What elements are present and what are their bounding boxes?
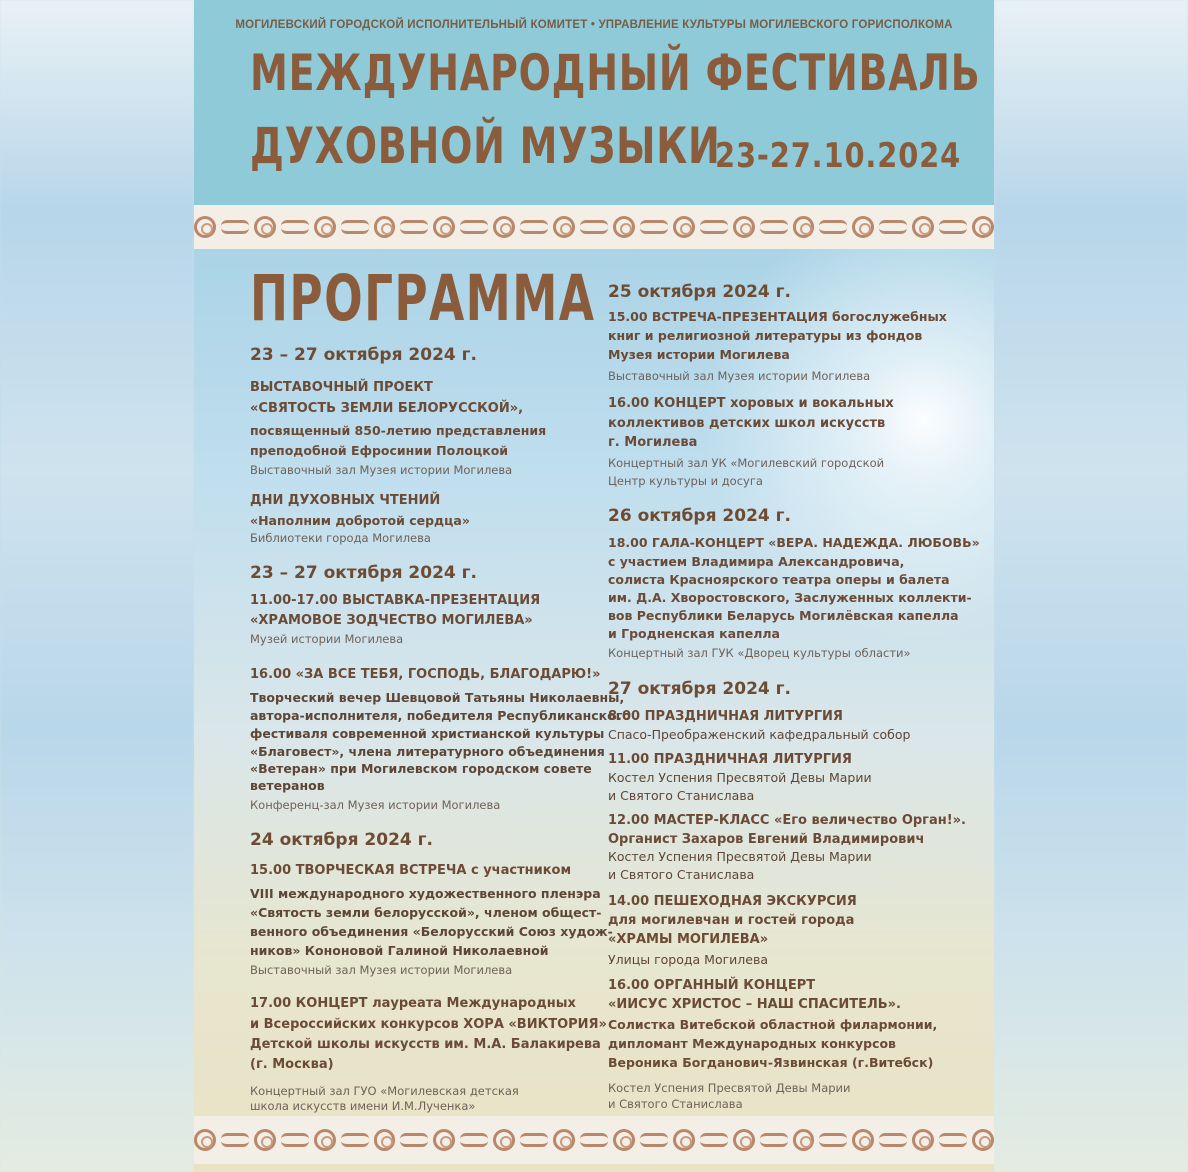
ornament-circle-icon xyxy=(613,216,635,238)
ornament-circle-icon xyxy=(673,216,695,238)
left-event-5-line-3: «Святость земли белорусской», членом общест- xyxy=(250,905,602,920)
ornament-circle-icon xyxy=(194,1129,216,1151)
ornament-knot-icon xyxy=(281,220,309,234)
left-event-3-line-2: «ХРАМОВОЕ ЗОДЧЕСТВО МОГИЛЕВА» xyxy=(250,613,533,628)
left-event-5-line-4: венного объединения «Белорусский Союз худож- xyxy=(250,924,613,939)
organizers-line: МОГИЛЕВСКИЙ ГОРОДСКОЙ ИСПОЛНИТЕЛЬНЫЙ КОМИТЕТ • УПРАВЛЕНИЕ КУЛЬТУРЫ МОГИЛЕВСКОГО ГОРИСПОЛКОМА xyxy=(235,19,953,31)
program-heading: ПРОГРАММА xyxy=(250,262,596,335)
ornament-circle-icon xyxy=(314,216,336,238)
left-event-4-line-1: Творческий вечер Шевцовой Татьяны Николаевны, xyxy=(250,690,625,705)
left-event-4-line-3: фестиваля современной христианской культуры xyxy=(250,726,605,741)
left-event-5-line-1: 15.00 ТВОРЧЕСКАЯ ВСТРЕЧА с участником xyxy=(250,863,572,878)
ornament-knot-icon xyxy=(520,1133,548,1147)
ornament-knot-icon xyxy=(819,1133,847,1147)
right-event-5-venue-2: и Святого Станислава xyxy=(608,788,755,803)
right-event-2-line-1: 16.00 КОНЦЕРТ хоровых и вокальных xyxy=(608,396,894,411)
ornament-knot-icon xyxy=(700,220,728,234)
right-event-8-line-2: «ИИСУС ХРИСТОС – НАШ СПАСИТЕЛЬ». xyxy=(608,997,901,1012)
right-event-5-venue-1: Костел Успения Пресвятой Девы Марии xyxy=(608,770,872,785)
right-event-5-title: 11.00 ПРАЗДНИЧНАЯ ЛИТУРГИЯ xyxy=(608,752,852,767)
ornament-knot-icon xyxy=(221,220,249,234)
poster-header xyxy=(194,0,994,205)
festival-dates: 23-27.10.2024 xyxy=(715,136,962,176)
ornament-knot-icon xyxy=(341,1133,369,1147)
right-event-7-line-1: 14.00 ПЕШЕХОДНАЯ ЭКСКУРСИЯ xyxy=(608,894,857,909)
ornament-circle-icon xyxy=(553,1129,575,1151)
left-date-2: 23 – 27 октября 2024 г. xyxy=(250,563,478,583)
right-event-1-line-1: 15.00 ВСТРЕЧА-ПРЕЗЕНТАЦИЯ богослужебных xyxy=(608,309,947,324)
right-event-7-line-2: для могилевчан и гостей города xyxy=(608,913,855,928)
right-date-1: 25 октября 2024 г. xyxy=(608,282,792,302)
right-event-7-venue: Улицы города Могилева xyxy=(608,952,768,967)
right-event-3-line-1: 18.00 ГАЛА-КОНЦЕРТ «ВЕРА. НАДЕЖДА. ЛЮБОВЬ» xyxy=(608,535,980,550)
left-event-1-venue: Выставочный зал Музея истории Могилева xyxy=(250,463,513,477)
ornament-knot-icon xyxy=(819,220,847,234)
ornament-knot-icon xyxy=(520,220,548,234)
left-event-6-venue-2: школа искусств имени И.М.Лученка» xyxy=(250,1099,476,1113)
ornament-knot-icon xyxy=(221,1133,249,1147)
left-event-5-line-2: VIII международного художественного пленэра xyxy=(250,886,601,901)
ornament-circle-icon xyxy=(912,1129,934,1151)
right-event-3-line-3: солиста Красноярского театра оперы и балета xyxy=(608,572,950,587)
right-event-8-line-5: Вероника Богданович-Язвинская (г.Витебск) xyxy=(608,1055,934,1070)
right-event-1-venue: Выставочный зал Музея истории Могилева xyxy=(608,369,871,383)
ornament-knot-icon xyxy=(400,220,428,234)
right-event-2-venue-1: Концертный зал УК «Могилевский городской xyxy=(608,456,885,470)
ornament-circle-icon xyxy=(254,1129,276,1151)
right-event-6-venue-1: Костел Успения Пресвятой Девы Марии xyxy=(608,849,872,864)
right-event-1-line-2: книг и религиозной литературы из фондов xyxy=(608,328,923,343)
right-event-7-line-3: «ХРАМЫ МОГИЛЕВА» xyxy=(608,932,769,947)
left-event-2-title: ДНИ ДУХОВНЫХ ЧТЕНИЙ xyxy=(250,493,441,508)
ornament-knot-icon xyxy=(400,1133,428,1147)
left-event-4-line-5: «Ветеран» при Могилевском городском совете xyxy=(250,761,592,776)
festival-poster xyxy=(194,0,994,1172)
right-event-1-line-3: Музея истории Могилева xyxy=(608,347,790,362)
ornament-circle-icon xyxy=(194,216,216,238)
ornament-circle-icon xyxy=(793,216,815,238)
left-event-4-title: 16.00 «ЗА ВСЕ ТЕБЯ, ГОСПОДЬ, БЛАГОДАРЮ!» xyxy=(250,667,601,682)
ornament-circle-icon xyxy=(793,1129,815,1151)
ornament-knot-icon xyxy=(760,220,788,234)
ornament-circle-icon xyxy=(433,1129,455,1151)
right-event-3-venue: Концертный зал ГУК «Дворец культуры области» xyxy=(608,646,911,660)
ornament-border-bottom xyxy=(194,1116,994,1164)
ornament-circle-icon xyxy=(972,1129,994,1151)
right-event-2-line-3: г. Могилева xyxy=(608,435,698,450)
ornament-knot-icon xyxy=(939,220,967,234)
ornament-knot-icon xyxy=(460,220,488,234)
left-event-4-line-4: «Благовест», члена литературного объединения xyxy=(250,744,605,759)
left-event-1-line-2: посвященный 850-летию представления xyxy=(250,423,547,438)
right-event-4-venue: Спасо-Преображенский кафедральный собор xyxy=(608,727,911,742)
ornament-circle-icon xyxy=(613,1129,635,1151)
right-event-2-venue-2: Центр культуры и досуга xyxy=(608,474,763,488)
left-event-2-venue: Библиотеки города Могилева xyxy=(250,531,431,545)
left-event-6-line-2: и Всероссийских конкурсов ХОРА «ВИКТОРИЯ» xyxy=(250,1017,607,1032)
right-date-3: 27 октября 2024 г. xyxy=(608,679,792,699)
ornament-circle-icon xyxy=(374,1129,396,1151)
title-line-1: МЕЖДУНАРОДНЫЙ ФЕСТИВАЛЬ xyxy=(250,44,981,102)
left-event-6-line-4: (г. Москва) xyxy=(250,1057,334,1072)
ornament-knot-icon xyxy=(879,1133,907,1147)
ornament-knot-icon xyxy=(700,1133,728,1147)
ornament-knot-icon xyxy=(939,1133,967,1147)
ornament-circle-icon xyxy=(912,216,934,238)
right-event-3-line-2: с участием Владимира Александровича, xyxy=(608,554,905,569)
right-event-2-line-2: коллективов детских школ искусств xyxy=(608,416,886,431)
ornament-knot-icon xyxy=(460,1133,488,1147)
ornament-knot-icon xyxy=(640,220,668,234)
left-event-5-line-5: ников» Кононовой Галиной Николаевной xyxy=(250,943,549,958)
left-event-4-venue: Конференц-зал Музея истории Могилева xyxy=(250,798,501,812)
right-event-3-line-6: и Гродненская капелла xyxy=(608,626,780,641)
ornament-knot-icon xyxy=(879,220,907,234)
ornament-knot-icon xyxy=(640,1133,668,1147)
ornament-knot-icon xyxy=(281,1133,309,1147)
right-event-4-title: 8.00 ПРАЗДНИЧНАЯ ЛИТУРГИЯ xyxy=(608,709,843,724)
ornament-circle-icon xyxy=(673,1129,695,1151)
ornament-circle-icon xyxy=(254,216,276,238)
ornament-circle-icon xyxy=(733,1129,755,1151)
left-event-4-line-6: ветеранов xyxy=(250,778,325,793)
left-event-3-venue: Музей истории Могилева xyxy=(250,632,404,646)
left-event-3-line-1: 11.00-17.00 ВЫСТАВКА-ПРЕЗЕНТАЦИЯ xyxy=(250,593,541,608)
ornament-circle-icon xyxy=(733,216,755,238)
left-event-1-title: ВЫСТАВОЧНЫЙ ПРОЕКТ xyxy=(250,380,433,395)
ornament-circle-icon xyxy=(852,216,874,238)
left-event-6-line-3: Детской школы искусств им. М.А. Балакирева xyxy=(250,1037,601,1052)
ornament-circle-icon xyxy=(852,1129,874,1151)
right-event-8-line-1: 16.00 ОРГАННЫЙ КОНЦЕРТ xyxy=(608,978,816,993)
right-event-6-line-1: 12.00 МАСТЕР-КЛАСС «Его величество Орган!». xyxy=(608,813,966,828)
left-event-1-line-3: преподобной Ефросинии Полоцкой xyxy=(250,443,509,458)
right-event-8-venue-2: и Святого Станислава xyxy=(608,1097,743,1111)
ornament-knot-icon xyxy=(760,1133,788,1147)
right-event-8-line-3: Солистка Витебской областной филармонии, xyxy=(608,1017,938,1032)
left-event-6-line-1: 17.00 КОНЦЕРТ лауреата Международных xyxy=(250,996,576,1011)
right-event-8-venue-1: Костел Успения Пресвятой Девы Марии xyxy=(608,1081,851,1095)
ornament-circle-icon xyxy=(374,216,396,238)
ornament-knot-icon xyxy=(580,220,608,234)
right-event-6-venue-2: и Святого Станислава xyxy=(608,867,755,882)
left-date-1: 23 – 27 октября 2024 г. xyxy=(250,345,478,365)
ornament-circle-icon xyxy=(493,216,515,238)
ornament-circle-icon xyxy=(314,1129,336,1151)
title-line-2: ДУХОВНОЙ МУЗЫКИ xyxy=(250,117,721,175)
left-event-6-venue-1: Концертный зал ГУО «Могилевская детская xyxy=(250,1084,519,1098)
left-event-5-venue: Выставочный зал Музея истории Могилева xyxy=(250,963,513,977)
ornament-knot-icon xyxy=(341,220,369,234)
ornament-circle-icon xyxy=(553,216,575,238)
left-event-2-line-1: «Наполним добротой сердца» xyxy=(250,513,470,528)
right-event-8-line-4: дипломант Международных конкурсов xyxy=(608,1036,896,1051)
right-event-3-line-4: им. Д.А. Хворостовского, Заслуженных коллекти- xyxy=(608,590,972,605)
left-date-3: 24 октября 2024 г. xyxy=(250,830,434,850)
ornament-circle-icon xyxy=(493,1129,515,1151)
right-date-2: 26 октября 2024 г. xyxy=(608,506,792,526)
blurred-background-left xyxy=(0,0,194,1172)
blurred-background-right xyxy=(994,0,1188,1172)
ornament-circle-icon xyxy=(972,216,994,238)
ornament-circle-icon xyxy=(433,216,455,238)
ornament-knot-icon xyxy=(580,1133,608,1147)
left-event-4-line-2: автора-исполнителя, победителя Республиканского xyxy=(250,708,631,723)
right-event-6-line-2: Органист Захаров Евгений Владимирович xyxy=(608,832,925,847)
right-event-3-line-5: вов Республики Беларусь Могилёвская капелла xyxy=(608,608,959,623)
left-event-1-line-1: «СВЯТОСТЬ ЗЕМЛИ БЕЛОРУССКОЙ», xyxy=(250,401,524,416)
ornament-border-top xyxy=(194,205,994,249)
